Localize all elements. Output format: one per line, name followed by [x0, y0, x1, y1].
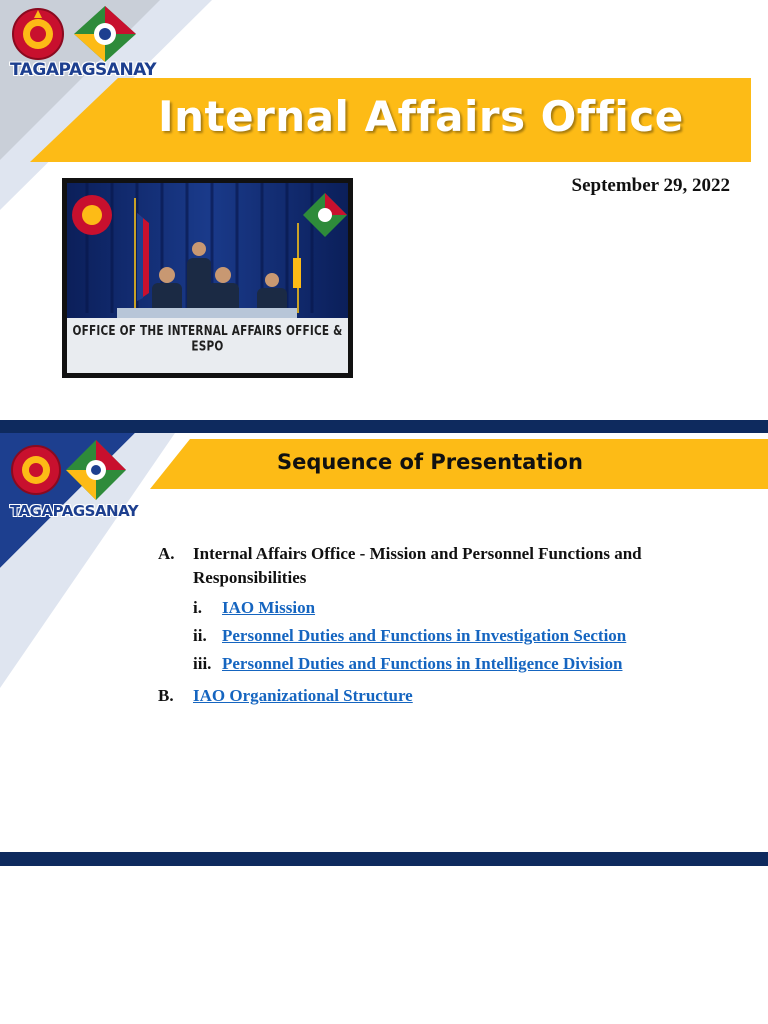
list-item — [193, 594, 738, 622]
tagline-logo-text: TAGAPAGSANAY — [10, 60, 157, 80]
slide-title — [0, 0, 768, 418]
logo-group — [8, 438, 126, 500]
list-text: Internal Affairs Office - Mission and Personnel Functions and Responsibilities — [193, 544, 642, 587]
list-key: B. — [158, 686, 174, 705]
pnp-seal-icon — [6, 4, 136, 64]
list-item — [158, 542, 738, 590]
office-photo — [62, 178, 353, 378]
outline-list — [158, 542, 738, 708]
page-title: Internal Affairs Office — [158, 92, 684, 141]
pnp-seal-icon — [8, 438, 126, 500]
link-iao-mission[interactable]: IAO Mission — [222, 598, 316, 617]
sub-list — [193, 594, 738, 678]
tagline-logo-text: TAGAPAGSANAY — [10, 502, 139, 520]
list-key: i. — [193, 598, 202, 617]
link-organizational-structure[interactable]: IAO Organizational Structure — [193, 686, 413, 705]
list-key: A. — [158, 544, 175, 563]
list-key: iii. — [193, 654, 212, 673]
logo-group — [6, 4, 136, 64]
footer-bar — [0, 852, 768, 866]
list-item — [193, 650, 738, 678]
list-item — [158, 684, 738, 708]
presentation-date: September 29, 2022 — [571, 175, 730, 196]
list-item — [193, 622, 738, 650]
list-key: ii. — [193, 626, 207, 645]
photo-caption: OFFICE OF THE INTERNAL AFFAIRS OFFICE & ESPO — [72, 323, 343, 355]
section-title: Sequence of Presentation — [277, 450, 583, 474]
link-intelligence-division[interactable]: Personnel Duties and Functions in Intelligence Division — [222, 654, 623, 673]
top-bar — [0, 420, 768, 433]
link-investigation-section[interactable]: Personnel Duties and Functions in Investigation Section — [222, 626, 627, 645]
slide-sequence — [0, 420, 768, 866]
